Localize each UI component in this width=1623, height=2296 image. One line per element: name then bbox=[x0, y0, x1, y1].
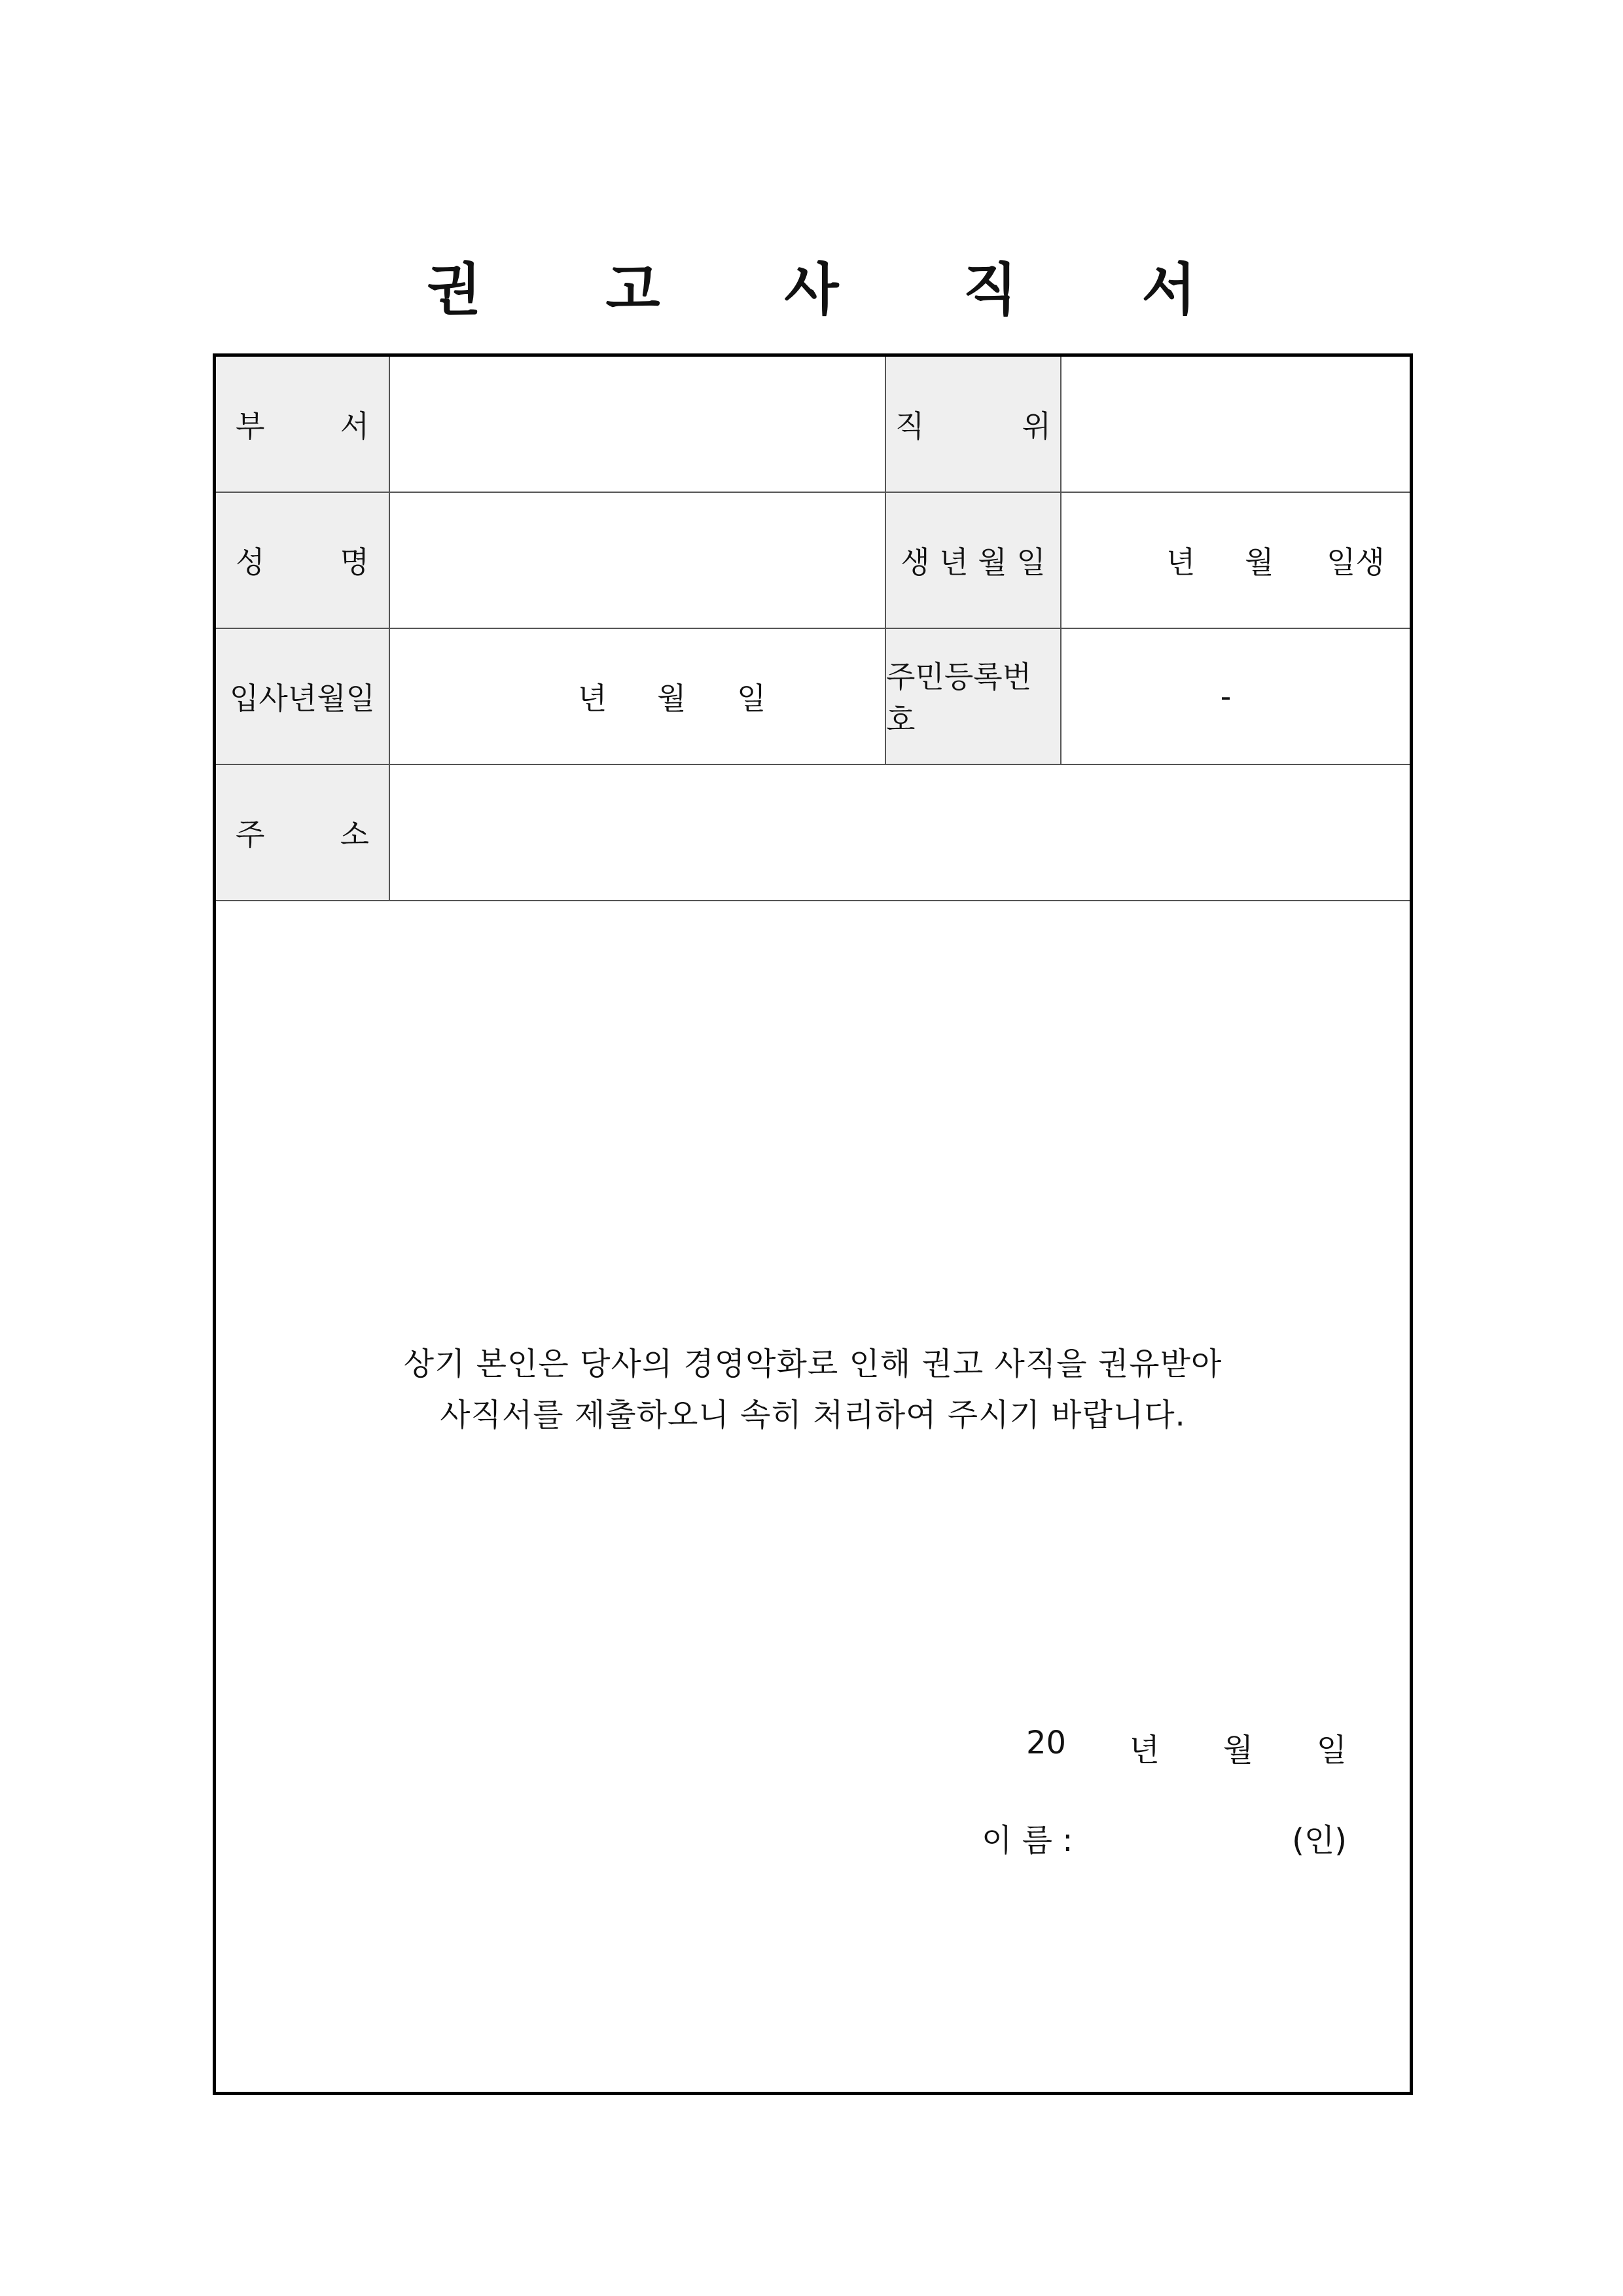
signature-seal: (인) bbox=[1292, 1822, 1347, 1859]
birth-day-unit: 일생 bbox=[1327, 545, 1385, 580]
department-field[interactable] bbox=[390, 357, 886, 492]
department-label-a: 부 bbox=[236, 408, 265, 444]
name-label bbox=[216, 493, 390, 628]
address-field[interactable] bbox=[390, 765, 1410, 900]
signature-year-unit: 년 bbox=[1129, 1732, 1160, 1768]
resident-number-field[interactable] bbox=[1061, 629, 1410, 764]
hire-year-unit: 년 bbox=[578, 681, 607, 716]
form-row-name-birth bbox=[216, 493, 1410, 629]
birth-date-field[interactable] bbox=[1061, 493, 1410, 628]
birth-year-unit: 년 bbox=[1166, 545, 1196, 580]
hire-month-unit: 월 bbox=[657, 681, 687, 716]
resignation-statement bbox=[216, 1338, 1410, 1441]
address-label-a: 주 bbox=[236, 817, 265, 852]
signature-day-unit: 일 bbox=[1316, 1732, 1347, 1768]
form-row-hire-resident bbox=[216, 629, 1410, 765]
resident-number-label: 주민등록번호 bbox=[886, 629, 1061, 764]
birth-date-label: 생 년 월 일 bbox=[886, 493, 1061, 628]
signature-year-prefix: 20 bbox=[1026, 1725, 1067, 1761]
position-field[interactable] bbox=[1061, 357, 1410, 492]
address-label-b: 소 bbox=[340, 817, 369, 852]
department-label-b: 서 bbox=[340, 408, 369, 444]
address-label bbox=[216, 765, 390, 900]
signature-month-unit: 월 bbox=[1222, 1732, 1254, 1768]
birth-month-unit: 월 bbox=[1245, 545, 1274, 580]
resident-number-dash: - bbox=[1220, 679, 1232, 714]
hire-day-unit: 일 bbox=[737, 681, 766, 716]
hire-date-label: 입사년월일 bbox=[216, 629, 390, 764]
name-field[interactable] bbox=[390, 493, 886, 628]
position-label bbox=[886, 357, 1061, 492]
signature-name-line bbox=[982, 1815, 1347, 1860]
position-label-b: 위 bbox=[1022, 408, 1051, 444]
signature-date bbox=[1026, 1725, 1347, 1770]
form-row-department-position bbox=[216, 357, 1410, 493]
signature-name-label: 이 름 : bbox=[982, 1822, 1073, 1859]
form-row-address bbox=[216, 765, 1410, 901]
department-label bbox=[216, 357, 390, 492]
statement-line-2: 사직서를 제출하오니 속히 처리하여 주시기 바랍니다. bbox=[440, 1397, 1186, 1433]
statement-line-1: 상기 본인은 당사의 경영악화로 인해 권고 사직을 권유받아 bbox=[403, 1346, 1222, 1382]
document-title: 권 고 사 직 서 bbox=[427, 257, 1249, 323]
name-label-b: 명 bbox=[340, 545, 369, 580]
name-label-a: 성 bbox=[236, 545, 265, 580]
resignation-form bbox=[213, 353, 1413, 2095]
position-label-a: 직 bbox=[895, 408, 925, 444]
hire-date-field[interactable] bbox=[390, 629, 886, 764]
